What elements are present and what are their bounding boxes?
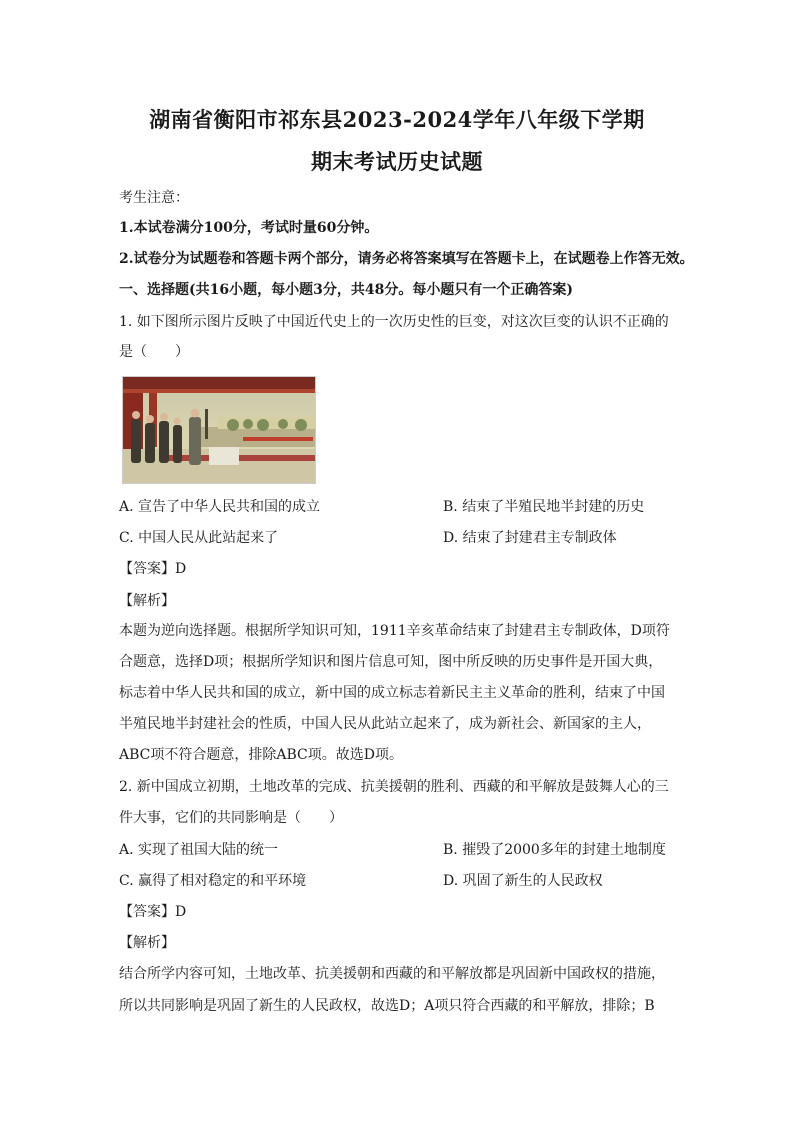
notice-heading: 考生注意： [119, 190, 189, 206]
q2-analysis-line1: 结合所学内容可知，土地改革、抗美援朝和西藏的和平解放都是巩固新中国政权的措施， [119, 966, 665, 982]
q1-analysis-line3: 标志着中华人民共和国的成立，新中国的成立标志着新民主主义革命的胜利，结束了中国 [119, 685, 665, 701]
q1-option-d: D. 结束了封建君主专制政体 [443, 530, 617, 546]
q1-stem-line1: 1. 如下图所示图片反映了中国近代史上的一次历史性的巨变，对这次巨变的认识不正确的 [119, 314, 669, 330]
notice-item-1: 1.本试卷满分100分，考试时量60分钟。 [119, 220, 379, 236]
exam-title-line1: 湖南省衡阳市祁东县2023-2024学年八年级下学期 [149, 107, 645, 132]
q2-answer: 【答案】D [119, 904, 187, 920]
q1-option-b: B. 结束了半殖民地半封建的历史 [443, 499, 645, 515]
founding-ceremony-illustration [123, 377, 315, 483]
section-heading: 一、选择题(共16小题，每小题3分，共48分。每小题只有一个正确答案) [119, 282, 573, 298]
q2-option-d: D. 巩固了新生的人民政权 [443, 873, 603, 889]
q1-analysis-line5: ABC项不符合题意，排除ABC项。故选D项。 [119, 747, 403, 763]
exam-title-line2: 期末考试历史试题 [311, 149, 483, 174]
q1-analysis-line1: 本题为逆向选择题。根据所学知识可知，1911辛亥革命结束了封建君主专制政体，D项符 [119, 623, 670, 639]
q1-option-c: C. 中国人民从此站起来了 [119, 530, 279, 546]
q1-analysis-line4: 半殖民地半封建社会的性质，中国人民从此站立起来了，成为新社会、新国家的主人， [119, 716, 651, 732]
q2-stem-line1: 2. 新中国成立初期，土地改革的完成、抗美援朝的胜利、西藏的和平解放是鼓舞人心的三 [119, 779, 669, 795]
q1-photo-founding-ceremony [122, 376, 316, 484]
q2-option-b: B. 摧毁了2000多年的封建土地制度 [443, 842, 666, 858]
q2-analysis-line2: 所以共同影响是巩固了新生的人民政权，故选D；A项只符合西藏的和平解放，排除；B [119, 998, 655, 1014]
q1-analysis-line2: 合题意，选择D项；根据所学知识和图片信息可知，图中所反映的历史事件是开国大典， [119, 654, 663, 670]
q2-option-a: A. 实现了祖国大陆的统一 [119, 842, 279, 858]
q2-stem-line2: 件大事，它们的共同影响是（ ） [119, 810, 343, 826]
q2-option-c: C. 赢得了相对稳定的和平环境 [119, 873, 307, 889]
q1-option-a: A. 宣告了中华人民共和国的成立 [119, 499, 321, 515]
q2-analysis-heading: 【解析】 [119, 935, 175, 951]
q1-stem-line2: 是（ ） [119, 344, 189, 360]
notice-item-2: 2.试卷分为试题卷和答题卡两个部分，请务必将答案填写在答题卡上，在试题卷上作答无效。 [119, 251, 694, 267]
q1-answer: 【答案】D [119, 561, 187, 577]
q1-analysis-heading: 【解析】 [119, 593, 175, 609]
